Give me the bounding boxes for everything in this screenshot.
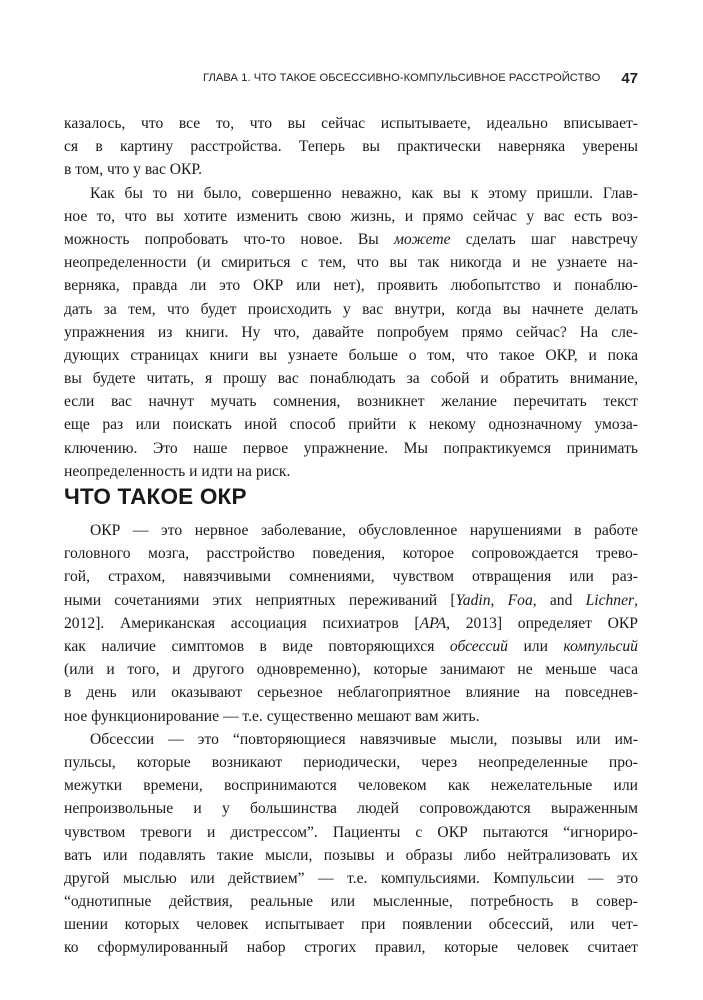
- text-line: “однотипные действия, реальные или мысленные, потребность в совер-: [64, 893, 638, 911]
- text-line: еще раз или поискать иной способ прийти к некому однозначному умоза-: [64, 416, 638, 434]
- text-line: ное функционирование — т.е. существенно мешают вам жить.: [64, 707, 480, 725]
- page-number: 47: [621, 70, 638, 87]
- text-line: вы будете читать, я прошу вас понаблюдать за собой и обратить внимание,: [64, 370, 638, 388]
- text-line: дать за тем, что будет происходить у вас внутри, когда вы начнете делать: [64, 300, 638, 318]
- text-line: шении которых человек испытывает при появлении обсессий, или чет-: [64, 916, 638, 934]
- text-line: вать или подавлять такие мысли, позывы и образы либо нейтрализовать их: [64, 846, 638, 864]
- text-line: 2012]. Американская ассоциация психиатров [APA, 2013] определяет ОКР: [64, 614, 638, 632]
- text-line: в том, что у вас ОКР.: [64, 161, 203, 179]
- text-line: гой, страхом, навязчивыми сомнениями, чувством отвращения или раз-: [64, 568, 638, 586]
- running-title: ГЛАВА 1. ЧТО ТАКОЕ ОБСЕССИВНО-КОМПУЛЬСИВНОЕ РАССТРОЙСТВО: [203, 72, 601, 84]
- text-line: верняка, правда ли это ОКР или нет), проявить любопытство и понаблю-: [64, 277, 638, 295]
- text-line: ко сформулированный набор строгих правил, которые человек считает: [64, 939, 638, 957]
- text-line: ОКР — это нервное заболевание, обусловленное нарушениями в работе: [90, 522, 638, 539]
- text-line: Как бы то ни было, совершенно неважно, как вы к этому пришли. Глав-: [90, 184, 638, 202]
- text-line: можность попробовать что-то новое. Вы можете сделать шаг навстречу: [64, 230, 638, 248]
- text-line: ное то, что вы хотите изменить свою жизнь, и прямо сейчас у вас есть воз-: [64, 207, 638, 225]
- text-line: Обсессии — это “повторяющиеся навязчивые мысли, позывы или им-: [90, 730, 638, 748]
- text-line: ключению. Это наше первое упражнение. Мы попрактикуемся принимать: [64, 439, 638, 457]
- text-line: головного мозга, расстройство поведения, которое сопровождается трево-: [64, 545, 638, 563]
- text-line: неопределенности (и смириться с тем, что вы так никогда и не узнаете на-: [64, 254, 638, 272]
- text-line: другой мыслью или действием” — т.е. компульсиями. Компульсии — это: [64, 869, 638, 887]
- text-line: непроизвольные и у большинства людей сопровождаются выраженным: [64, 800, 638, 818]
- paragraph-intro-exercise: [64, 182, 638, 483]
- paragraph-obsessions: [64, 728, 638, 960]
- text-line: казалось, что все то, что вы сейчас испытываете, идеально вписывает-: [64, 115, 638, 132]
- paragraph-continuation: [64, 112, 638, 182]
- paragraph-ocd-definition: [64, 519, 638, 728]
- text-line: как наличие симптомов в виде повторяющихся обсессий или компульсий: [64, 637, 638, 655]
- text-line: упражнения из книги. Ну что, давайте попробуем прямо сейчас? На сле-: [64, 323, 638, 341]
- text-line: ными сочетаниями этих неприятных переживаний [Yadin, Foa, and Lichner,: [64, 591, 638, 609]
- text-line: пульсы, которые возникают периодически, через неопределенные про-: [64, 753, 638, 771]
- running-header: [64, 70, 638, 92]
- text-line: межутки времени, воспринимаются человеком как нежелательные или: [64, 777, 638, 795]
- text-line: (или и того, и другого одновременно), которые занимают не меньше часа: [64, 661, 638, 679]
- text-line: в день или оказывают серьезное неблагоприятное влияние на повседнев-: [64, 684, 638, 702]
- text-line: чувством тревоги и дистрессом”. Пациенты с ОКР пытаются “игнориро-: [64, 823, 638, 841]
- text-line: дующих страницах книги вы узнаете больше о том, что такое ОКР, и пока: [64, 346, 638, 364]
- text-line: неопределенность и идти на риск.: [64, 462, 291, 480]
- text-line: если вас начнут мучать сомнения, возникнет желание перечитать текст: [64, 393, 638, 411]
- text-line: ся в картину расстройства. Теперь вы практически наверняка уверены: [64, 138, 638, 156]
- section-heading: ЧТО ТАКОЕ ОКР: [64, 484, 247, 509]
